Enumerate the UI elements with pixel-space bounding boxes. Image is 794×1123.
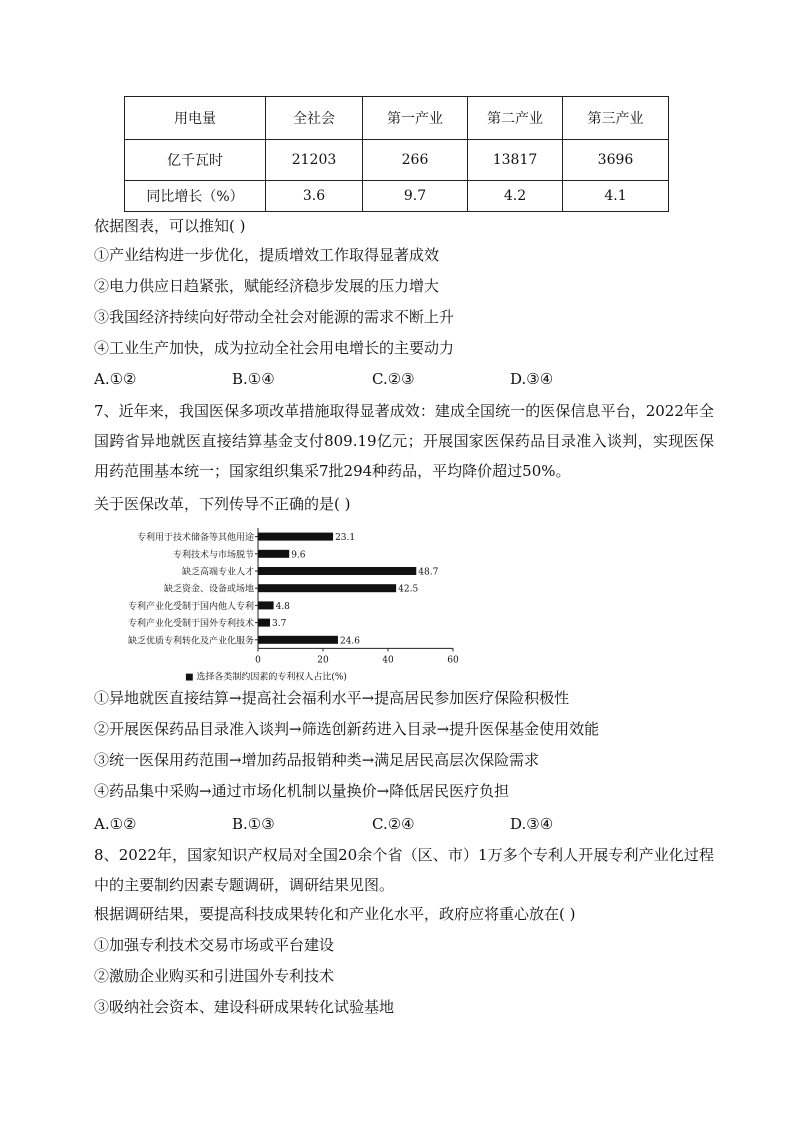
table-header-row bbox=[125, 97, 669, 140]
q6-stem: 依据图表，可以推知( ) bbox=[94, 217, 246, 235]
data-label: 9.6 bbox=[291, 550, 306, 561]
patent-constraints-chart bbox=[95, 522, 475, 682]
q8-item: ③吸纳社会资本、建设科研成果转化试验基地 bbox=[94, 998, 395, 1016]
category-label: 专利产业化受制于国外专利技术 bbox=[127, 619, 254, 630]
q8-question: 根据调研结果，要提高科技成果转化和产业化水平，政府应将重心放在( ) bbox=[94, 905, 576, 923]
table-header-cell: 第二产业 bbox=[468, 97, 563, 140]
q7-text: 7、近年来，我国医保多项改革措施取得显著成效：建成全国统一的医保信息平台，2022年全国跨省异地就医直接结算基金支付809.19亿元；开展国家医保药品目录准入谈判，实现医保用药范围基本统一；国家组织集采7批294种药品，平均降价超过50%。 bbox=[94, 402, 714, 480]
x-tick-label: 0 bbox=[255, 655, 261, 666]
q7-question: 关于医保改革，下列传导不正确的是( ) bbox=[94, 495, 351, 513]
table-cell: 266 bbox=[363, 140, 468, 181]
x-tick-label: 60 bbox=[447, 655, 459, 666]
table-header-cell: 用电量 bbox=[125, 97, 266, 140]
category-label: 缺乏优质专利转化及产业化服务 bbox=[127, 636, 254, 647]
q8-item: ②激励企业购买和引进国外专利技术 bbox=[94, 967, 335, 985]
table-cell: 3696 bbox=[563, 140, 669, 181]
option-b[interactable]: B.①③ bbox=[232, 815, 275, 833]
category-label: 缺乏高端专业人才 bbox=[181, 567, 254, 578]
data-label: 3.7 bbox=[272, 619, 287, 630]
table-header-cell: 第一产业 bbox=[363, 97, 468, 140]
data-label: 48.7 bbox=[418, 567, 439, 578]
table-cell: 同比增长（%） bbox=[125, 181, 266, 212]
bar bbox=[258, 550, 289, 558]
q7-item: ④药品集中采购→通过市场化机制以量换价→降低居民医疗负担 bbox=[94, 782, 510, 800]
category-label: 专利技术与市场脱节 bbox=[172, 550, 254, 561]
q7-item: ②开展医保药品目录准入谈判→筛选创新药进入目录→提升医保基金使用效能 bbox=[94, 720, 600, 738]
q6-item: ③我国经济持续向好带动全社会对能源的需求不断上升 bbox=[94, 308, 455, 326]
bar bbox=[258, 533, 333, 541]
bar bbox=[258, 601, 274, 609]
table-cell: 13817 bbox=[468, 140, 563, 181]
category-label: 缺乏资金、设备或场地 bbox=[163, 584, 254, 595]
q6-item: ④工业生产加快，成为拉动全社会用电增长的主要动力 bbox=[94, 339, 455, 357]
table-cell: 3.6 bbox=[266, 181, 363, 212]
data-label: 42.5 bbox=[398, 584, 419, 595]
option-c[interactable]: C.②③ bbox=[372, 370, 415, 388]
option-a[interactable]: A.①② bbox=[94, 370, 137, 388]
table-cell: 4.2 bbox=[468, 181, 563, 212]
q6-item: ①产业结构进一步优化，提质增效工作取得显著成效 bbox=[94, 246, 440, 264]
x-tick-label: 20 bbox=[317, 655, 329, 666]
electricity-table bbox=[124, 96, 669, 212]
table-cell: 亿千瓦时 bbox=[125, 140, 266, 181]
table-row bbox=[125, 181, 669, 212]
x-tick-label: 40 bbox=[382, 655, 394, 666]
q8-item: ①加强专利技术交易市场或平台建设 bbox=[94, 936, 335, 954]
bar bbox=[258, 636, 338, 644]
data-label: 4.8 bbox=[275, 601, 290, 612]
option-d[interactable]: D.③④ bbox=[510, 815, 554, 833]
data-label: 24.6 bbox=[339, 636, 360, 647]
option-a[interactable]: A.①② bbox=[94, 815, 137, 833]
table-cell: 21203 bbox=[266, 140, 363, 181]
category-label: 专利用于技术储备等其他用途 bbox=[136, 533, 254, 544]
table-cell: 9.7 bbox=[363, 181, 468, 212]
q7-item: ③统一医保用药范围→增加药品报销种类→满足居民高层次保险需求 bbox=[94, 751, 540, 769]
bar bbox=[258, 584, 396, 592]
table-row bbox=[125, 140, 669, 181]
table-header-cell: 全社会 bbox=[266, 97, 363, 140]
q8-text: 8、2022年，国家知识产权局对全国20余个省（区、市）1万多个专利人开展专利产业化过程中的主要制约因素专题调研，调研结果见图。 bbox=[94, 846, 714, 894]
data-label: 23.1 bbox=[335, 533, 356, 544]
table-cell: 4.1 bbox=[563, 181, 669, 212]
category-label: 专利产业化受制于国内他人专利 bbox=[127, 601, 254, 612]
q7-item: ①异地就医直接结算→提高社会福利水平→提高居民参加医疗保险积极性 bbox=[94, 689, 570, 707]
option-c[interactable]: C.②④ bbox=[372, 815, 415, 833]
bar bbox=[258, 619, 270, 627]
q6-item: ②电力供应日趋紧张，赋能经济稳步发展的压力增大 bbox=[94, 277, 440, 295]
option-d[interactable]: D.③④ bbox=[510, 370, 554, 388]
option-b[interactable]: B.①④ bbox=[232, 370, 275, 388]
bar bbox=[258, 567, 416, 575]
table-header-cell: 第三产业 bbox=[563, 97, 669, 140]
chart-legend: ■ 选择各类制约因素的专利权人占比(%) bbox=[185, 672, 347, 682]
